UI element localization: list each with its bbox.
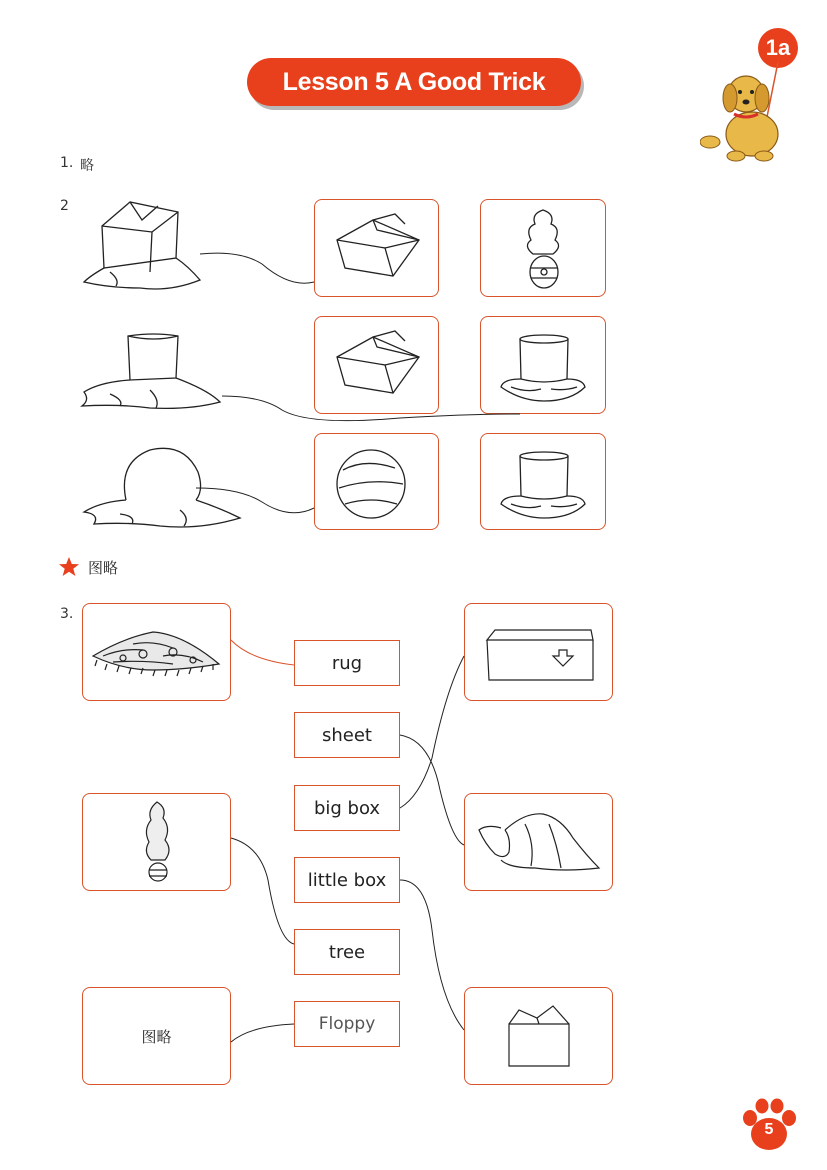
open-box-icon <box>315 317 440 415</box>
big-box-icon <box>465 604 614 702</box>
ball-icon <box>315 434 440 531</box>
choice-potted-tree[interactable] <box>480 199 606 297</box>
page-number: 5 <box>764 1121 774 1138</box>
sheet-icon <box>465 794 614 892</box>
little-box-icon <box>465 988 614 1086</box>
line-big-box-word-to-picture <box>400 656 464 808</box>
covered-box-drawing <box>80 196 205 298</box>
picture-tree[interactable] <box>82 793 231 891</box>
potted-tree-icon <box>481 200 607 298</box>
question-1-note: 略 <box>80 158 94 174</box>
picture-big-box[interactable] <box>464 603 613 701</box>
word-sheet[interactable]: sheet <box>294 712 400 758</box>
choice-top-hat-1[interactable] <box>480 316 606 414</box>
dog-mascot-icon <box>700 62 810 162</box>
rug-icon <box>83 604 232 702</box>
lesson-title: Lesson 5 A Good Trick <box>247 58 581 106</box>
line-rug-to-word-rug <box>231 640 294 665</box>
word-big-box[interactable]: big box <box>294 785 400 831</box>
top-hat-icon <box>481 317 607 415</box>
picture-little-box[interactable] <box>464 987 613 1085</box>
question-1-number: 1. <box>60 155 74 171</box>
question-3-number: 3. <box>60 606 74 622</box>
line-sheet-word-to-picture <box>400 735 464 845</box>
choice-open-box-2[interactable] <box>314 316 439 414</box>
covered-ball-drawing <box>80 442 245 530</box>
word-tree[interactable]: tree <box>294 929 400 975</box>
choice-open-box-1[interactable] <box>314 199 439 297</box>
question-2-number: 2 <box>60 198 69 214</box>
picture-sheet[interactable] <box>464 793 613 891</box>
line-tree-picture-to-word <box>231 838 294 944</box>
picture-rug[interactable] <box>82 603 231 701</box>
picture-placeholder[interactable] <box>82 987 231 1085</box>
choice-top-hat-2[interactable] <box>480 433 606 530</box>
line-little-box-word-to-picture <box>400 880 464 1030</box>
line-placeholder-to-floppy <box>231 1024 294 1042</box>
picture-placeholder-note: 图略 <box>141 1028 172 1046</box>
tree-icon <box>83 794 232 892</box>
star-note: 图略 <box>88 559 119 577</box>
star-icon <box>58 556 80 578</box>
choice-ball[interactable] <box>314 433 439 530</box>
word-rug[interactable]: rug <box>294 640 400 686</box>
covered-hat-drawing <box>80 330 225 412</box>
word-little-box[interactable]: little box <box>294 857 400 903</box>
word-floppy[interactable]: Floppy <box>294 1001 400 1047</box>
level-badge: 1a <box>758 28 798 68</box>
open-box-icon <box>315 200 440 298</box>
line-box-to-open-box <box>200 253 314 283</box>
top-hat-icon <box>481 434 607 531</box>
